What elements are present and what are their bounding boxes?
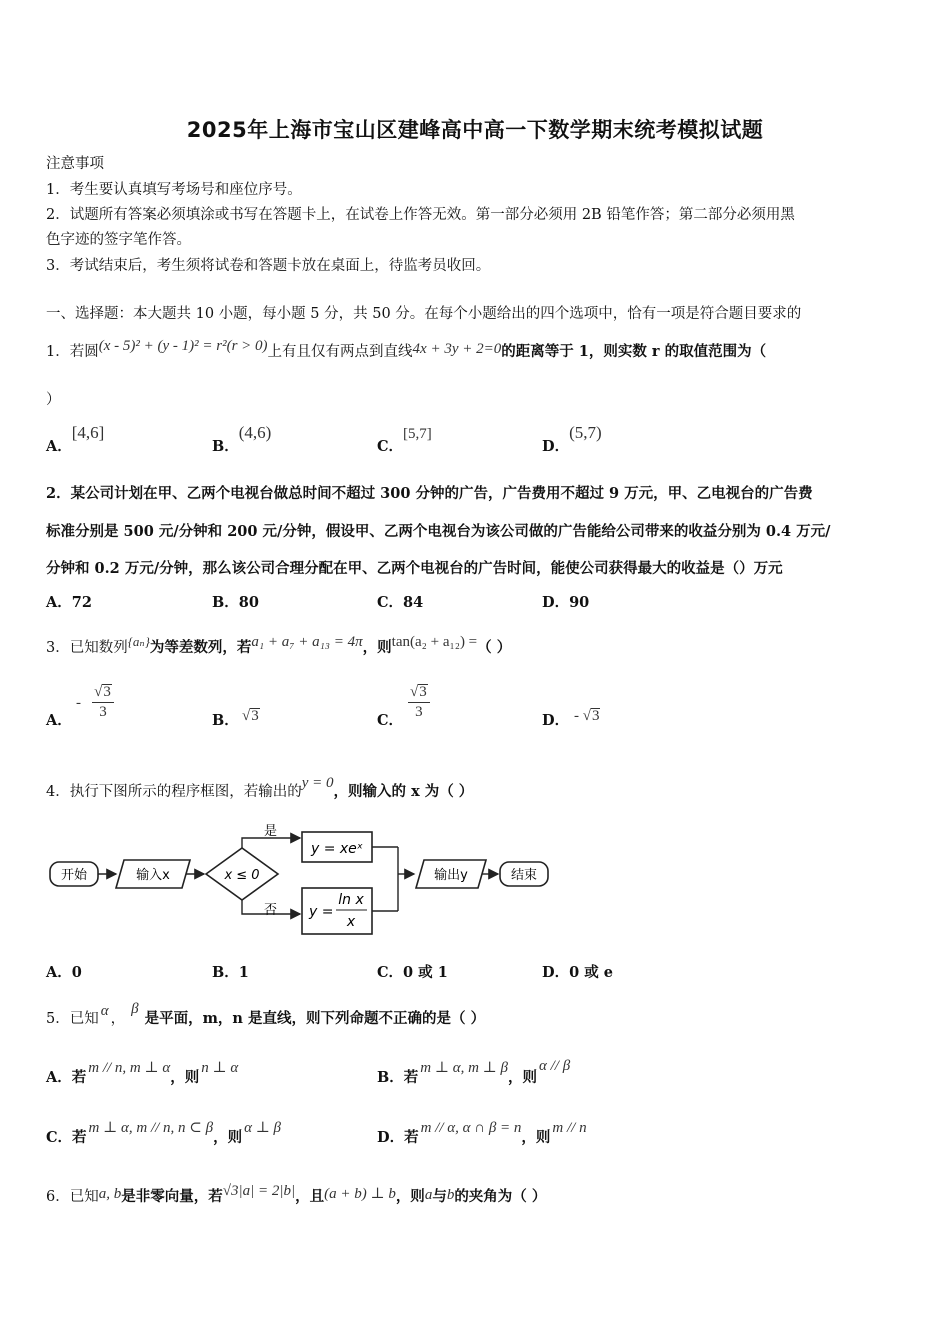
q6-a: a — [424, 1187, 433, 1203]
q1-option-a-value: [4,6] — [71, 423, 105, 442]
q3-option-d-label: D． — [542, 712, 570, 729]
q4-option-c: C．0 或 1 — [377, 964, 448, 981]
q3-option-b-value: √3 — [242, 708, 259, 724]
q3-prefix: 3．已知数列 — [46, 640, 128, 656]
q2-option-a: A．72 — [46, 594, 92, 611]
q2-option-b: B．80 — [212, 594, 259, 611]
q4-cond: y = 0 — [301, 775, 334, 791]
q1-option-d: D．(5,7) — [542, 423, 602, 455]
flow-yes-label: 是 — [264, 824, 278, 839]
q3-option-d-value: - √3 — [574, 708, 600, 724]
q1-close: ） — [46, 392, 61, 408]
q1-option-c-value: [5,7] — [403, 426, 432, 442]
q1-prefix: 1．若圆 — [46, 344, 99, 360]
q3-option-a-label: A． — [46, 712, 72, 729]
q3-expr: tan(a₂ + a₁₂) = — [391, 634, 478, 650]
q5-option-a: A．若m // n, m ⊥ α，则n ⊥ α — [46, 1060, 239, 1086]
notice-heading: 注意事项 — [46, 156, 104, 172]
q5-option-b-res: α // β — [539, 1058, 571, 1074]
q3-seq: {aₙ} — [127, 634, 150, 649]
q5-option-a-res: n ⊥ α — [201, 1060, 239, 1076]
q1-option-d-value: (5,7) — [569, 423, 602, 442]
q2-line-1: 2．某公司计划在甲、乙两个电视台做总时间不超过 300 分钟的广告，广告费用不超过 9 万元，甲、乙电视台的广告费 — [46, 485, 813, 502]
q6-mid2: ，且 — [295, 1188, 325, 1205]
q1-mid: 上有且仅有两点到直线 — [267, 344, 413, 360]
q6-mid3: ，则 — [395, 1188, 425, 1205]
q2-line-3: 分钟和 0.2 万元/分钟，那么该公司合理分配在甲、乙两个电视台的广告时间，能使公司获得最大的收益是（）万元 — [46, 560, 783, 577]
q6-vecs: a, b — [98, 1186, 122, 1202]
q5-option-d-res: m // n — [552, 1120, 587, 1136]
q5-option-c-res: α ⊥ β — [244, 1120, 282, 1136]
flow-input-label: 输入x — [136, 868, 170, 883]
flow-end-label: 结束 — [510, 868, 538, 883]
q1-option-b-value: (4,6) — [238, 423, 272, 442]
q3-then: ，则 — [362, 639, 392, 656]
q4-option-d: D．0 或 e — [542, 964, 613, 981]
q5-option-b: B．若m ⊥ α, m ⊥ β，则α // β — [377, 1058, 571, 1086]
notice-item-2-cont: 色字迹的签字笔作答。 — [46, 232, 191, 248]
q4-suffix: ，则输入的 x 为（ ） — [333, 783, 474, 800]
q5-option-c-cond: m ⊥ α, m // n, n ⊂ β — [88, 1120, 214, 1136]
q2-option-c: C．84 — [377, 594, 424, 611]
q1-line-eq: 4x + 3y + 2=0 — [412, 341, 502, 357]
q4-prefix: 4．执行下图所示的程序框图，若输出的 — [46, 784, 302, 800]
q1-option-c: C．[5,7] — [377, 426, 432, 455]
q3-option-c-value: $\frac{√3}{3}$ — [408, 684, 430, 721]
flow-no-lhs: y = — [309, 904, 334, 920]
q5-prefix: 5．已知 — [46, 1011, 99, 1027]
flow-yes-formula: y = xeˣ — [310, 841, 364, 857]
q1-option-a: A．[4,6] — [46, 423, 105, 455]
section-heading: 一、选择题：本大题共 10 小题，每小题 5 分，共 50 分。在每个小题给出的四个选项中，恰有一项是符合题目要求的 — [46, 306, 802, 322]
q2-option-d: D．90 — [542, 594, 590, 611]
q5-option-b-cond: m ⊥ α, m ⊥ β — [420, 1060, 508, 1076]
flow-no-den: x — [346, 914, 356, 930]
q5-option-c: C．若m ⊥ α, m // n, n ⊂ β，则α ⊥ β — [46, 1120, 282, 1146]
q6-and: 与 — [432, 1188, 447, 1205]
q4-stem — [46, 775, 474, 801]
flow-no-num: ln x — [338, 892, 364, 908]
q5-option-d: D．若m // α, α ∩ β = n，则m // n — [377, 1120, 587, 1146]
notice-item-1: 1．考生要认真填写考场号和座位序号。 — [46, 182, 302, 198]
q6-cond1: √3|a| = 2|b| — [222, 1183, 296, 1199]
q6-cond2: (a + b) ⊥ b — [324, 1186, 396, 1202]
q3-cond: a₁ + a₇ + a₁₃ = 4π — [251, 634, 363, 650]
flow-output-label: 输出y — [434, 868, 468, 883]
q6-mid1: 是非零向量，若 — [121, 1188, 223, 1205]
q3-option-a-value: - $\frac{√3}{3}$ — [76, 684, 114, 721]
q2-line-2: 标准分别是 500 元/分钟和 200 元/分钟，假设甲、乙两个电视台为该公司做的广告能给公司带来的收益分别为 0.4 万元/ — [46, 523, 831, 540]
flowchart — [46, 822, 556, 940]
q5-option-d-cond: m // α, α ∩ β = n — [420, 1120, 522, 1136]
notice-item-3: 3．考试结束后，考生须将试卷和答题卡放在桌面上，待监考员收回。 — [46, 258, 491, 274]
q5-option-a-cond: m // n, m ⊥ α — [88, 1060, 171, 1076]
flow-no-label: 否 — [264, 903, 278, 918]
q4-option-b: B．1 — [212, 964, 249, 981]
q3-suffix: （ ） — [477, 639, 512, 656]
q5-stem — [46, 1001, 486, 1028]
q3-stem — [46, 636, 511, 657]
q6-suffix: 的夹角为（ ） — [454, 1188, 547, 1205]
q6-prefix: 6．已知 — [46, 1189, 99, 1205]
q3-option-c-label: C． — [377, 712, 404, 729]
flow-decision-label: x ≤ 0 — [224, 868, 260, 883]
q3-option-b-label: B． — [212, 712, 239, 729]
q1-option-b: B．(4,6) — [212, 423, 272, 455]
q1-suffix: 的距离等于 1，则实数 r 的取值范围为（ — [501, 343, 767, 360]
q6-b: b — [446, 1187, 455, 1203]
flow-start-label: 开始 — [60, 868, 88, 883]
q5-suffix: 是平面，m，n 是直线，则下列命题不正确的是（ ） — [144, 1010, 486, 1027]
q1-stem — [46, 340, 766, 361]
q4-option-a: A．0 — [46, 964, 82, 981]
page-title: 2025年上海市宝山区建峰高中高一下数学期末统考模拟试题 — [186, 118, 764, 142]
q6-stem — [46, 1185, 546, 1206]
q5-comma: ， — [110, 1011, 126, 1027]
q5-alpha: α — [100, 1003, 109, 1019]
q3-mid: 为等差数列，若 — [149, 639, 252, 656]
q5-beta: β — [131, 1001, 139, 1017]
notice-item-2: 2．试题所有答案必须填涂或书写在答题卡上，在试卷上作答无效。第一部分必须用 2B 铅笔作答；第二部分必须用黑 — [46, 207, 795, 223]
q1-circle-eq: (x - 5)² + (y - 1)² = r²(r > 0) — [98, 338, 268, 354]
